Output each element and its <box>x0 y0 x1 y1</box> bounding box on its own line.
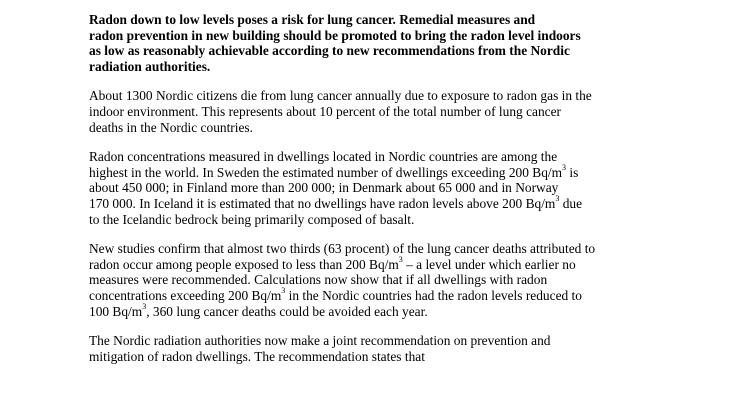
body-text: radon occur among people exposed to less than 200 Bq/m <box>89 256 399 272</box>
paragraph-new-studies <box>89 241 699 319</box>
body-line: mitigation of radon dwellings. The recommendation states that <box>89 348 425 364</box>
body-text: due <box>559 195 583 211</box>
superscript-cube: 3 <box>562 163 567 173</box>
body-line: deaths in the Nordic countries. <box>89 119 253 135</box>
lead-line: radon prevention in new building should be promoted to bring the radon level indoors <box>89 27 581 43</box>
paragraph-joint-recommendation <box>89 333 699 364</box>
body-text: is <box>566 164 579 180</box>
lead-line: Radon down to low levels poses a risk for lung cancer. Remedial measures and <box>89 12 536 27</box>
body-line: indoor environment. This represents about 10 percent of the total number of lung cancer <box>89 103 561 119</box>
body-text: 100 Bq/m <box>89 303 143 319</box>
body-line: Radon concentrations measured in dwellings located in Nordic countries are among the <box>89 149 558 165</box>
body-text: in the Nordic countries had the radon levels reduced to <box>285 287 582 303</box>
superscript-cube: 3 <box>555 194 560 204</box>
body-line <box>89 165 699 181</box>
body-line: about 450 000; in Finland more than 200 000; in Denmark about 65 000 and in Norway <box>89 180 559 196</box>
lead-paragraph <box>89 12 699 74</box>
body-text: highest in the world. In Sweden the estimated number of dwellings exceeding 200 Bq/m <box>89 164 563 180</box>
body-text: 170 000. In Iceland it is estimated that no dwellings have radon levels above 200 Bq/m <box>89 195 556 211</box>
body-text: – a level under which earlier no <box>402 256 576 272</box>
body-line <box>89 288 699 304</box>
document-page <box>89 12 699 378</box>
body-line: New studies confirm that almost two thirds (63 procent) of the lung cancer deaths attributed to <box>89 241 596 257</box>
body-line: measures were recommended. Calculations now show that if all dwellings with radon <box>89 272 548 288</box>
body-line: to the Icelandic bedrock being primarily composed of basalt. <box>89 211 415 227</box>
paragraph-radon-concentrations <box>89 149 699 227</box>
body-text: , 360 lung cancer deaths could be avoided each year. <box>146 303 428 319</box>
body-line: About 1300 Nordic citizens die from lung cancer annually due to exposure to radon gas in the <box>89 88 592 104</box>
superscript-cube: 3 <box>398 255 403 265</box>
body-line <box>89 196 699 212</box>
paragraph-deaths-annually <box>89 88 699 135</box>
lead-line: as low as reasonably achievable according to new recommendations from the Nordic <box>89 43 570 59</box>
body-line <box>89 304 699 320</box>
superscript-cube: 3 <box>281 286 286 296</box>
superscript-cube: 3 <box>142 302 147 312</box>
lead-line: radiation authorities. <box>89 58 211 74</box>
body-line: The Nordic radiation authorities now make a joint recommendation on prevention and <box>89 333 551 349</box>
body-text: concentrations exceeding 200 Bq/m <box>89 287 282 303</box>
body-line <box>89 257 699 273</box>
